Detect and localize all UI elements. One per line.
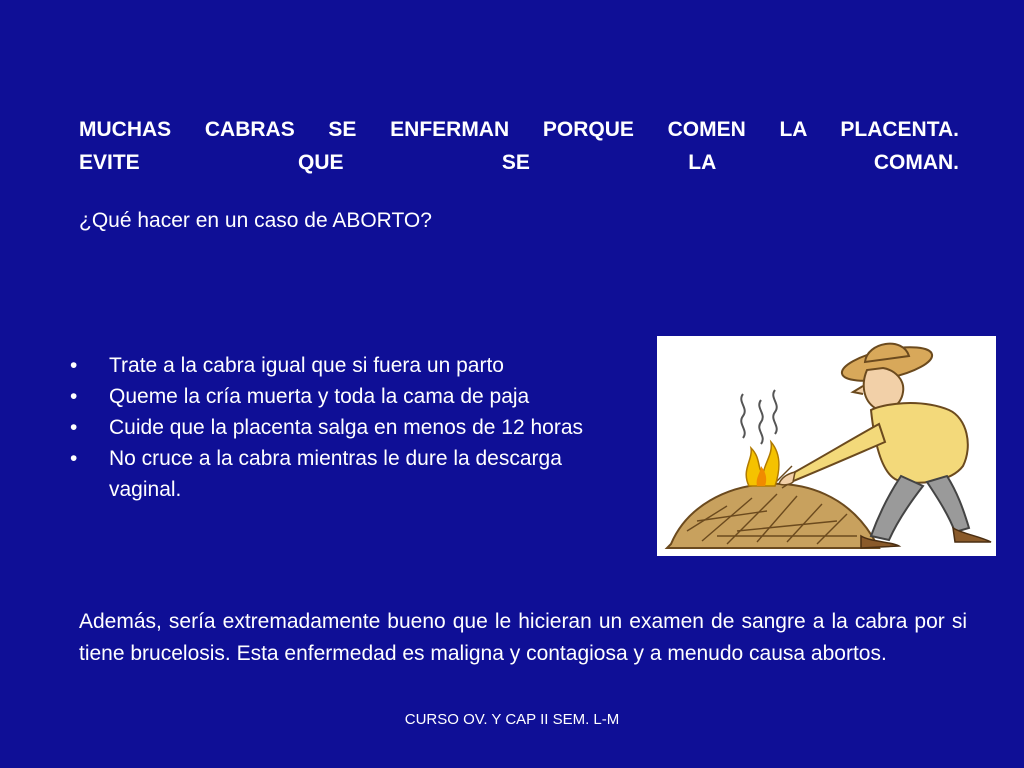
bullet-list (70, 350, 640, 505)
farmer-leg-front-icon (871, 476, 923, 540)
farmer-leg-back-icon (927, 476, 969, 532)
list-item (70, 443, 640, 505)
farmer-burning-straw-illustration (657, 336, 996, 556)
bullet-icon: • (70, 385, 78, 408)
list-item (70, 381, 640, 412)
farmer-arm-icon (791, 424, 885, 482)
list-item-text: No cruce a la cabra mientras le dure la descarga vaginal. (109, 447, 562, 501)
shoe-icon (953, 528, 991, 542)
straw-pile-icon (667, 484, 879, 548)
list-item-text: Cuide que la placenta salga en menos de 12 horas (109, 416, 583, 439)
abortion-question: ¿Qué hacer en un caso de ABORTO? (79, 209, 432, 232)
warning-text (79, 113, 959, 179)
farmer-hand-icon (779, 472, 795, 485)
list-item-text: Trate a la cabra igual que si fuera un parto (109, 354, 504, 377)
farmer-nose-icon (853, 386, 863, 394)
illustration-svg (657, 336, 996, 556)
bullet-icon: • (70, 416, 78, 439)
warning-line-2: EVITE QUE SE LA COMAN. (79, 151, 959, 174)
smoke-icon (773, 390, 776, 434)
list-item (70, 350, 640, 381)
warning-line-1: MUCHAS CABRAS SE ENFERMAN PORQUE COMEN LA PLACENTA. (79, 118, 959, 141)
brucellosis-note: Además, sería extremadamente bueno que le hicieran un examen de sangre a la cabra por si tiene brucelosis. Esta enfermedad es maligna y contagiosa y a menudo causa abortos. (79, 610, 967, 665)
bullet-icon: • (70, 447, 78, 470)
list-item (70, 412, 640, 443)
smoke-icon (759, 400, 762, 444)
footer-course-label: CURSO OV. Y CAP II SEM. L-M (404, 711, 620, 728)
bullet-icon: • (70, 354, 78, 377)
smoke-icon (741, 394, 744, 438)
list-item-text: Queme la cría muerta y toda la cama de paja (109, 385, 530, 408)
